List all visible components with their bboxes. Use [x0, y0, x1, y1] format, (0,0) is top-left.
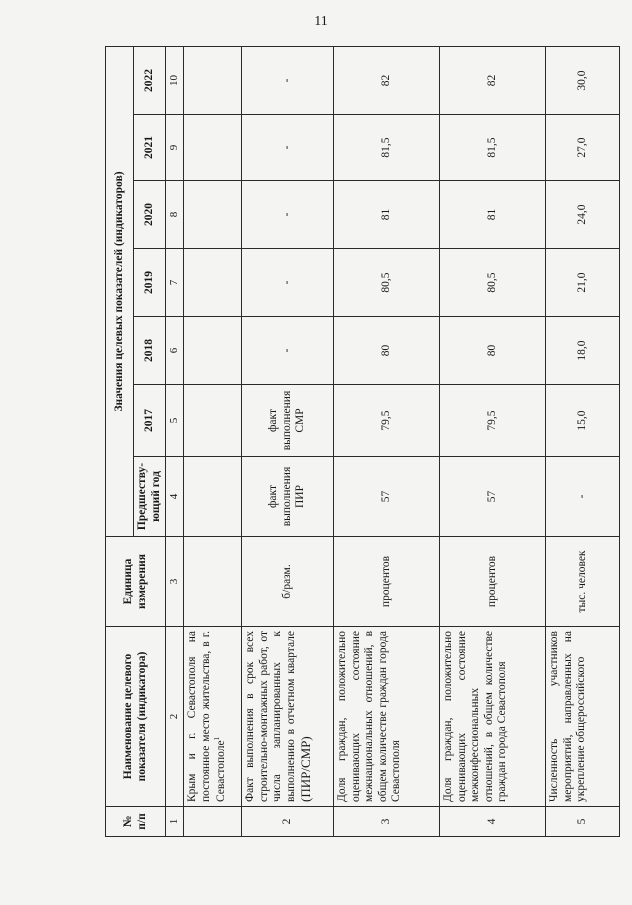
row-value-2021: [184, 115, 242, 181]
col-number-1: 1: [166, 807, 184, 837]
row-value-2020: [184, 181, 242, 249]
row-prev: факт выполнения ПИР: [242, 457, 334, 537]
row-value-2021: 81,5: [440, 115, 546, 181]
col-number-7: 7: [166, 249, 184, 317]
row-value-2017: факт выполнения СМР: [242, 385, 334, 457]
header-year-2021: 2021: [134, 115, 166, 181]
row-unit: процентов: [334, 537, 440, 627]
row-value-2021: 27,0: [546, 115, 620, 181]
header-year-2019: 2019: [134, 249, 166, 317]
col-number-6: 6: [166, 317, 184, 385]
row-value-2017: 79,5: [440, 385, 546, 457]
row-value-2018: [184, 317, 242, 385]
row-value-2018: 18,0: [546, 317, 620, 385]
col-number-10: 10: [166, 46, 184, 114]
row-prev: [184, 457, 242, 537]
row-value-2022: [184, 46, 242, 114]
header-year-2017: 2017: [134, 385, 166, 457]
row-name: Крым и г. Севастополя на постоянное место жительства, в г. Севастополе$^1$: [184, 627, 242, 807]
row-name: Численность участников мероприятий, направленных на укрепление общероссийского: [546, 627, 620, 807]
row-value-2017: 79,5: [334, 385, 440, 457]
table-row: [440, 46, 546, 836]
table-row: [184, 46, 242, 836]
col-number-9: 9: [166, 115, 184, 181]
row-value-2022: -: [242, 46, 334, 114]
col-number-5: 5: [166, 385, 184, 457]
row-value-2022: 82: [334, 46, 440, 114]
footnote-mark: 1: [213, 736, 222, 741]
row-value-2022: 82: [440, 46, 546, 114]
column-number-row: [166, 46, 184, 836]
row-value-2019: 80,5: [440, 249, 546, 317]
col-number-3: 3: [166, 537, 184, 627]
row-value-2017: 15,0: [546, 385, 620, 457]
page-number: 11: [314, 14, 328, 29]
row-name: Доля граждан, положительно оценивающих состояние межнациональных отношений, в общем количестве граждан города Севастополя: [334, 627, 440, 807]
row-value-2022: 30,0: [546, 46, 620, 114]
row-value-2018: 80: [440, 317, 546, 385]
row-value-2018: 80: [334, 317, 440, 385]
row-name: Доля граждан, положительно оценивающих состояние межконфессиональных отношений, в общем количестве граждан города Севастополя: [440, 627, 546, 807]
indicators-table: [105, 46, 620, 837]
row-value-2020: 24,0: [546, 181, 620, 249]
rotated-table-container: [105, 47, 615, 837]
row-value-2018: -: [242, 317, 334, 385]
row-prev: -: [546, 457, 620, 537]
row-no: 4: [440, 807, 546, 837]
row-value-2017: [184, 385, 242, 457]
table-row: [242, 46, 334, 836]
row-no: 3: [334, 807, 440, 837]
header-no: № п/п: [106, 807, 166, 837]
row-name: Факт выполнения в срок всех строительно-монтажных работ, от числа запланированных к выполнению в отчетном квартале (ПИР/СМР): [242, 627, 334, 807]
row-value-2021: 81,5: [334, 115, 440, 181]
table-row: [546, 46, 620, 836]
header-prev-year: Предшеству-ющий год: [134, 457, 166, 537]
row-no: 5: [546, 807, 620, 837]
row-prev: 57: [440, 457, 546, 537]
row-value-2021: -: [242, 115, 334, 181]
header-unit: Единица измерения: [106, 537, 166, 627]
header-year-2018: 2018: [134, 317, 166, 385]
header-year-2020: 2020: [134, 181, 166, 249]
header-group: Значения целевых показателей (индикаторов): [106, 46, 134, 536]
table-row: [334, 46, 440, 836]
row-prev: 57: [334, 457, 440, 537]
col-number-4: 4: [166, 457, 184, 537]
header-year-2022: 2022: [134, 46, 166, 114]
row-no: [184, 807, 242, 837]
row-no: 2: [242, 807, 334, 837]
row-value-2019: -: [242, 249, 334, 317]
row-value-2019: 21,0: [546, 249, 620, 317]
col-number-8: 8: [166, 181, 184, 249]
row-value-2020: -: [242, 181, 334, 249]
row-value-2019: [184, 249, 242, 317]
row-unit: [184, 537, 242, 627]
header-name: Наименование целевого показателя (индикатора): [106, 627, 166, 807]
row-value-2019: 80,5: [334, 249, 440, 317]
row-name-suffix: (ПИР/СМР): [298, 736, 314, 802]
row-unit: тыс. человек: [546, 537, 620, 627]
row-unit: б/разм.: [242, 537, 334, 627]
row-value-2020: 81: [440, 181, 546, 249]
row-unit: процентов: [440, 537, 546, 627]
col-number-2: 2: [166, 627, 184, 807]
row-value-2020: 81: [334, 181, 440, 249]
